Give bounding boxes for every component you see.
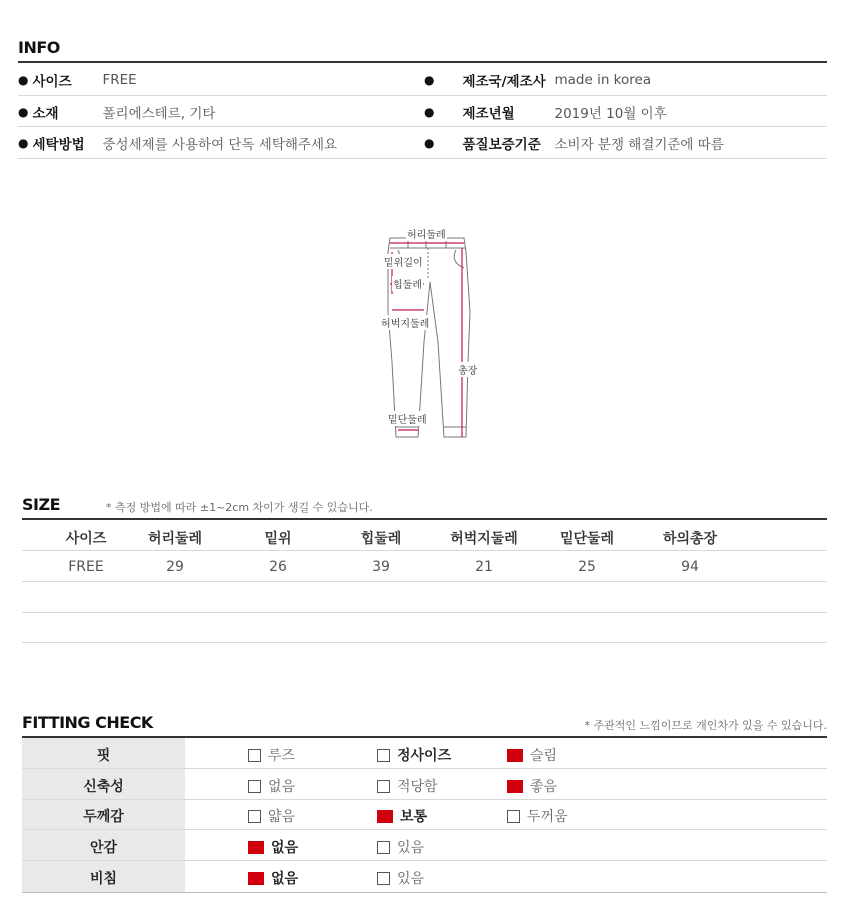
fit-row-label: 비침 — [89, 871, 118, 887]
fit-option-selected: 보통 — [377, 806, 427, 826]
bullet-icon: ● — [424, 72, 435, 87]
fit-option: 정사이즈 — [377, 745, 451, 765]
info-value: made in korea — [554, 71, 652, 88]
info-row-origin — [424, 64, 651, 95]
info-title: INFO — [18, 38, 60, 57]
info-value: 중성세제를 사용하여 단독 세탁해주세요 — [102, 136, 338, 153]
fit-row-label: 신축성 — [83, 779, 124, 795]
fitting-divider — [22, 799, 827, 800]
size-header: 허리둘레 — [147, 531, 203, 547]
size-cell: 94 — [681, 559, 699, 575]
fitting-divider — [22, 860, 827, 861]
fit-option: 적당함 — [377, 776, 438, 796]
info-value: 폴리에스테르, 기타 — [102, 105, 216, 122]
checkbox-checked-icon — [507, 749, 523, 762]
fitting-divider — [22, 829, 827, 830]
fit-option: 두꺼움 — [507, 806, 568, 826]
info-label: 사이즈 — [32, 73, 72, 90]
bullet-icon: ● — [18, 135, 29, 150]
fit-row-label: 핏 — [96, 748, 111, 764]
bullet-icon: ● — [18, 104, 29, 119]
fit-option-selected: 없음 — [248, 837, 298, 857]
fitting-note: * 주관적인 느낌이므로 개인차가 있을 수 있습니다. — [584, 719, 827, 732]
fitting-divider — [22, 768, 827, 769]
size-divider — [22, 581, 827, 582]
info-divider — [18, 126, 827, 127]
fit-option: 루즈 — [248, 745, 295, 765]
info-value: 2019년 10월 이후 — [554, 105, 667, 122]
checkbox-icon — [507, 810, 520, 823]
size-header: 하의총장 — [662, 531, 718, 547]
info-value: FREE — [102, 71, 137, 88]
bullet-icon: ● — [424, 135, 435, 150]
size-divider — [22, 550, 827, 551]
bullet-icon: ● — [424, 104, 435, 119]
fit-row-label: 안감 — [89, 840, 118, 856]
diagram-label-length: 총장 — [457, 362, 478, 377]
size-header: 사이즈 — [65, 531, 107, 547]
checkbox-checked-icon — [507, 780, 523, 793]
fitting-title: FITTING CHECK — [22, 713, 153, 732]
diagram-label-rise: 밑위길이 — [383, 254, 424, 269]
checkbox-icon — [248, 810, 261, 823]
info-divider — [18, 95, 827, 96]
fit-option-selected: 슬림 — [507, 745, 557, 765]
size-cell: 29 — [166, 559, 184, 575]
info-label: 품질보증기준 — [462, 136, 541, 153]
size-cell: 26 — [269, 559, 287, 575]
fit-option: 없음 — [248, 776, 295, 796]
fit-option-selected: 좋음 — [507, 776, 557, 796]
info-label: 세탁방법 — [32, 136, 85, 153]
checkbox-icon — [377, 872, 390, 885]
size-header: 힙둘레 — [360, 531, 402, 547]
size-divider — [22, 612, 827, 613]
size-cell: 21 — [475, 559, 493, 575]
size-divider — [22, 642, 827, 643]
size-cell: 39 — [372, 559, 390, 575]
fit-row-label: 두께감 — [83, 809, 124, 825]
checkbox-checked-icon — [248, 872, 264, 885]
checkbox-icon — [248, 780, 261, 793]
diagram-label-hem: 밑단둘레 — [387, 411, 428, 426]
info-row-wash — [18, 127, 337, 158]
info-label: 제조국/제조사 — [462, 73, 546, 90]
fit-option: 있음 — [377, 837, 424, 857]
info-row-date — [424, 96, 667, 127]
fitting-divider — [22, 892, 827, 893]
size-header: 허벅지둘레 — [450, 531, 518, 547]
checkbox-icon — [377, 841, 390, 854]
info-row-quality — [424, 127, 724, 158]
diagram-label-thigh: 허벅지둘레 — [380, 315, 430, 330]
checkbox-checked-icon — [377, 810, 393, 823]
diagram-label-waist: 허리둘레 — [406, 226, 447, 241]
fit-option: 있음 — [377, 868, 424, 888]
fit-option: 얇음 — [248, 806, 295, 826]
diagram-label-hip: 힙둘레 — [392, 276, 423, 291]
size-top-rule — [22, 518, 827, 520]
size-header: 밑단둘레 — [559, 531, 615, 547]
checkbox-icon — [248, 749, 261, 762]
checkbox-icon — [377, 780, 390, 793]
fit-option-selected: 없음 — [248, 868, 298, 888]
size-cell: FREE — [68, 559, 104, 575]
info-label: 소재 — [32, 105, 59, 122]
info-divider — [18, 158, 827, 159]
size-title: SIZE — [22, 495, 61, 514]
info-label: 제조년월 — [462, 105, 515, 122]
size-header: 밑위 — [264, 531, 292, 547]
bullet-icon: ● — [18, 72, 29, 87]
checkbox-checked-icon — [248, 841, 264, 854]
info-row-size — [18, 64, 137, 95]
info-value: 소비자 분쟁 해결기준에 따름 — [554, 136, 724, 153]
size-cell: 25 — [578, 559, 596, 575]
info-row-material — [18, 96, 215, 127]
checkbox-icon — [377, 749, 390, 762]
info-top-rule — [18, 61, 827, 63]
size-note: * 측정 방법에 따라 ±1~2cm 차이가 생길 수 있습니다. — [106, 501, 373, 514]
